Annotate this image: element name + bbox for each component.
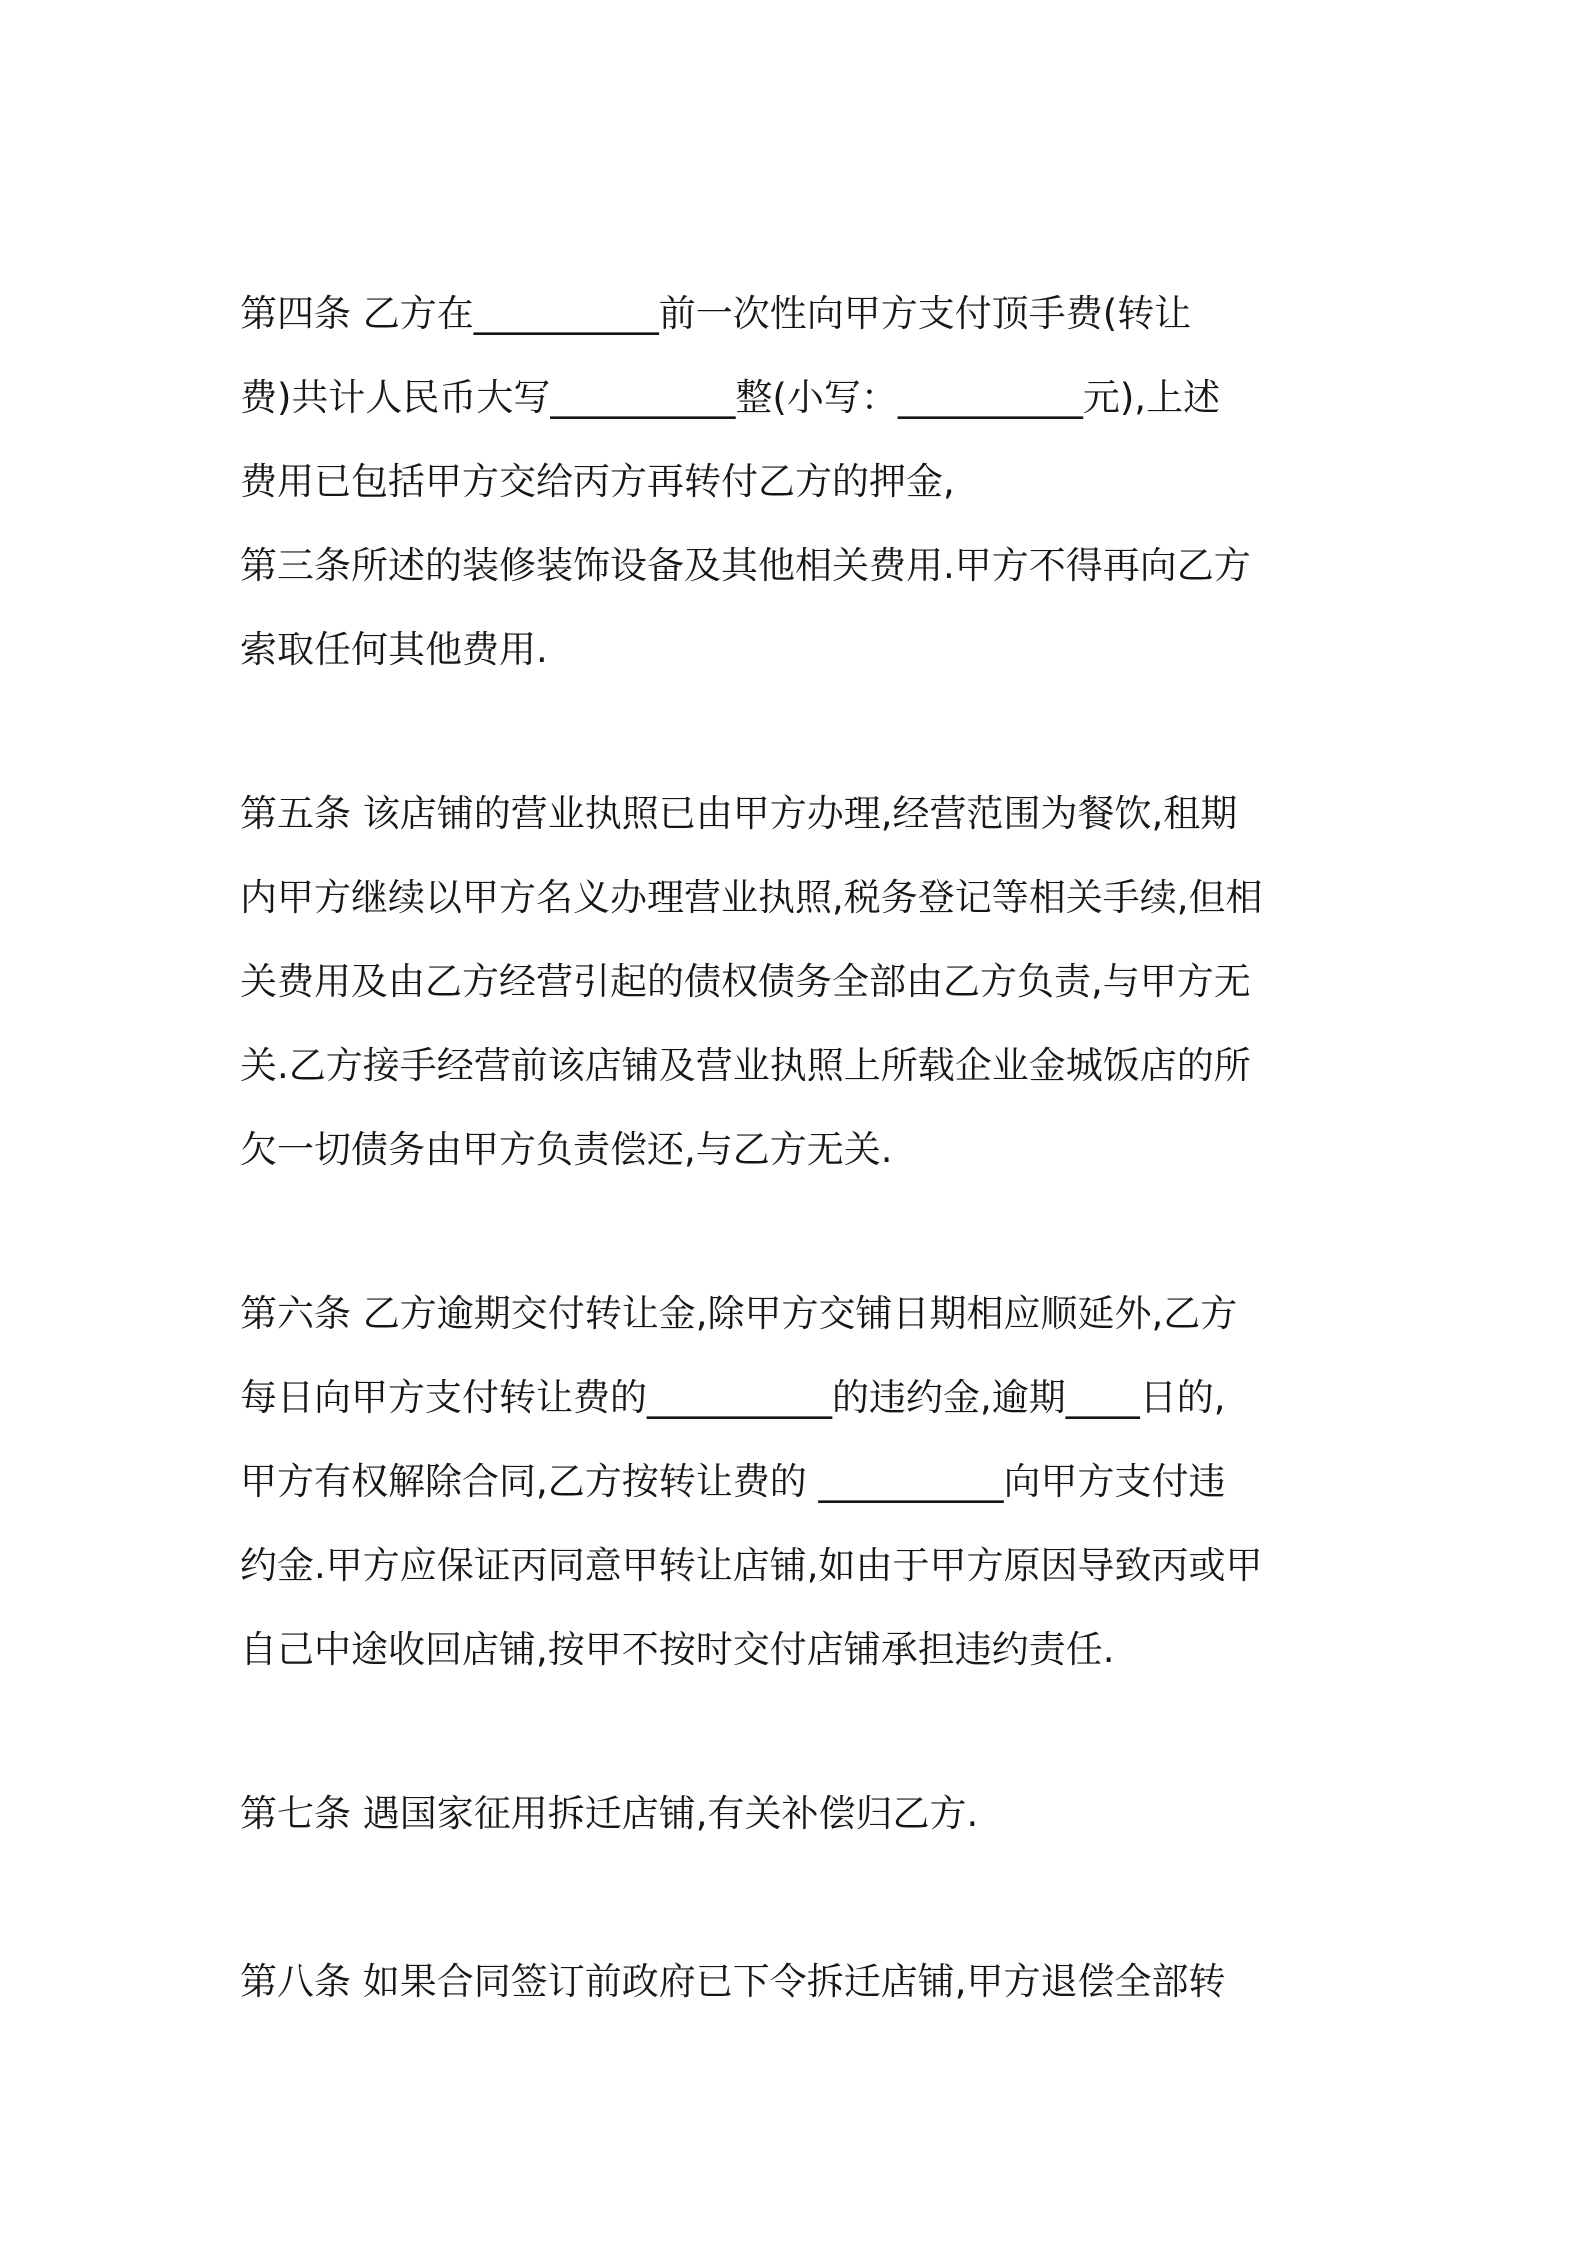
text-line: 关费用及由乙方经营引起的债权债务全部由乙方负责,与甲方无	[240, 960, 1251, 1003]
text-line: 欠一切债务由甲方负责偿还,与乙方无关.	[240, 1128, 893, 1171]
article-7-paragraph	[240, 1772, 1350, 1856]
text-line: 费用已包括甲方交给丙方再转付乙方的押金,	[240, 460, 955, 503]
text-line: 第六条 乙方逾期交付转让金,除甲方交铺日期相应顺延外,乙方	[240, 1292, 1238, 1335]
article-5-paragraph	[240, 772, 1350, 1192]
text-line: 第八条 如果合同签订前政府已下令拆迁店铺,甲方退偿全部转	[240, 1960, 1226, 2003]
text-line: 约金.甲方应保证丙同意甲转让店铺,如由于甲方原因导致丙或甲	[240, 1544, 1263, 1587]
text-line: 关.乙方接手经营前该店铺及营业执照上所载企业金城饭店的所	[240, 1044, 1251, 1087]
text-line: 第七条 遇国家征用拆迁店铺,有关补偿归乙方.	[240, 1792, 979, 1835]
text-line: 索取任何其他费用.	[240, 628, 548, 671]
text-line: 自己中途收回店铺,按甲不按时交付店铺承担违约责任.	[240, 1628, 1115, 1671]
text-line: 第四条 乙方在__________前一次性向甲方支付顶手费(转让	[240, 292, 1192, 335]
article-4-paragraph	[240, 272, 1350, 692]
text-line: 费)共计人民币大写__________整(小写：__________元),上述	[240, 376, 1221, 419]
text-line: 第五条 该店铺的营业执照已由甲方办理,经营范围为餐饮,租期	[240, 792, 1238, 835]
article-6-paragraph	[240, 1272, 1350, 1692]
article-8-paragraph	[240, 1940, 1350, 2024]
text-line: 甲方有权解除合同,乙方按转让费的 __________向甲方支付违	[240, 1460, 1226, 1503]
text-line: 每日向甲方支付转让费的__________的违约金,逾期____日的,	[240, 1376, 1226, 1419]
text-line: 第三条所述的装修装饰设备及其他相关费用.甲方不得再向乙方	[240, 544, 1251, 587]
text-line: 内甲方继续以甲方名义办理营业执照,税务登记等相关手续,但相	[240, 876, 1263, 919]
